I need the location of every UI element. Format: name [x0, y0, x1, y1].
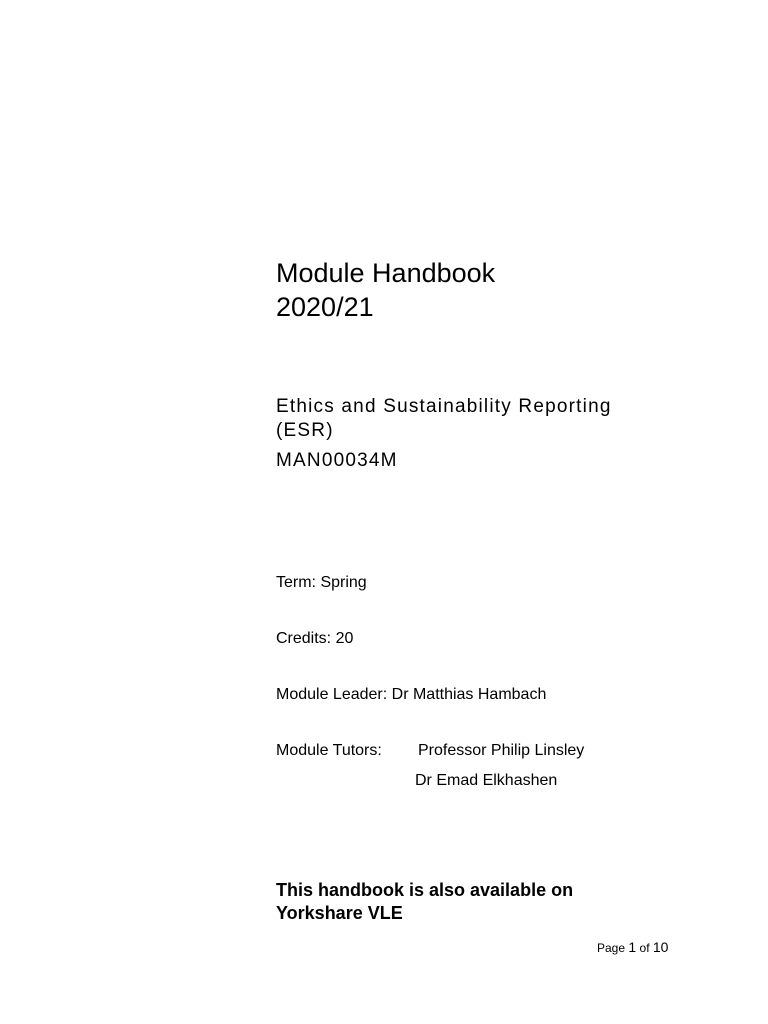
module-tutor: Dr Emad Elkhashen	[415, 772, 558, 789]
availability-note-vle: Yorkshare VLE	[276, 903, 403, 923]
availability-note: This handbook is also available on	[276, 880, 574, 900]
page-of-word: of	[639, 941, 650, 955]
handbook-title: Module Handbook	[276, 258, 496, 288]
module-leader: Module Leader: Dr Matthias Hambach	[276, 686, 547, 703]
module-tutor: Professor Philip Linsley	[418, 742, 585, 759]
page-word: Page	[597, 941, 626, 955]
page-total: 10	[652, 939, 669, 955]
module-code: MAN00034M	[276, 450, 398, 471]
page-current: 1	[628, 939, 637, 955]
module-abbreviation: (ESR)	[276, 420, 334, 441]
module-tutors-label: Module Tutors:	[276, 742, 382, 759]
module-credits: Credits: 20	[276, 630, 354, 647]
page-number	[597, 939, 668, 956]
handbook-year: 2020/21	[276, 292, 374, 322]
module-name: Ethics and Sustainability Reporting	[276, 396, 612, 417]
module-term: Term: Spring	[276, 574, 367, 591]
